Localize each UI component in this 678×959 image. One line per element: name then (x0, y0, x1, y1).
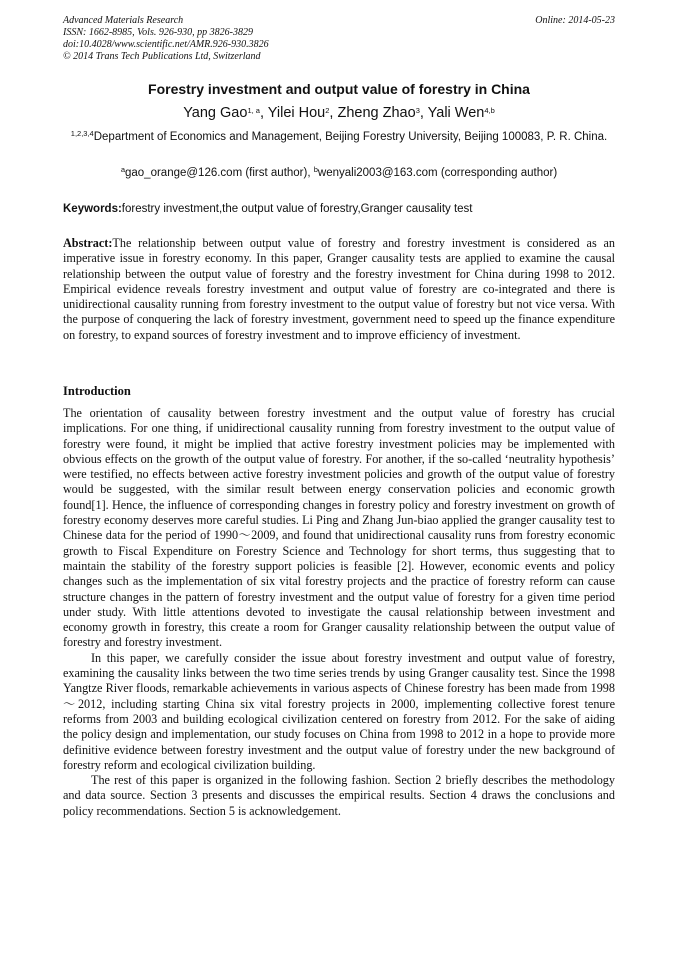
keywords-line (63, 202, 615, 217)
online-date: Online: 2014-05-23 (535, 15, 615, 26)
author-superscript: 2 (325, 106, 330, 115)
copyright-line: © 2014 Trans Tech Publications Ltd, Switzerland (63, 51, 261, 62)
doi-line: doi:10.4028/www.scientific.net/AMR.926-930.3826 (63, 39, 269, 50)
keywords-text: forestry investment,the output value of forestry,Granger causality test (121, 203, 473, 215)
author-superscript: 4,b (484, 106, 495, 115)
email-b-superscript: b (313, 165, 318, 174)
introduction-heading: Introduction (63, 384, 131, 398)
email-a-superscript: a (120, 165, 125, 174)
author-name: Yang Gao (183, 105, 248, 121)
author-superscript: 1, a (247, 106, 260, 115)
issn-line: ISSN: 1662-8985, Vols. 926-930, pp 3826-3829 (63, 27, 253, 38)
author-name: Yilei Hou (267, 105, 326, 121)
author-superscript: 3 (415, 106, 420, 115)
abstract-text: The relationship between output value of forestry and forestry investment is considered as an imperative issue in forestry economy. In this paper, Granger causality tests are applied to examine the causal relationship between the output value of forestry and the forestry investment for China during 1998 to 2012. Empirical evidence reveals forestry investment and output value of forestry are co-integrated and there is unidirectional causality running from forestry investment to the output value of forestry but not vice versa. With the purpose of conquering the lack of forestry investment, government need to speed up the finance expenditure on forestry, to expand sources of forestry investment and to improve efficiency of investment. (63, 236, 615, 342)
journal-name: Advanced Materials Research (63, 15, 184, 26)
intro-paragraph: In this paper, we carefully consider the issue about forestry investment and output value of forestry, examining the causality links between the two time series trends by using Granger causality test. Since the 1998 Yangtze River floods, remarkable achievements in various aspects of Chinese forestry has been made from 1998～2012, including starting China six vital forestry projects in 2000, implementing collective forest tenure reforms from 2003 and building ecological civilization centered on forestry from 2012. For the sake of aiding the policy design and implementation, our study focuses on China from 1998 to 2012 in a hope to provide more definitive evidence between forestry investment and the output value of forestry under the new background of forestry reform and ecological civilization building. (63, 650, 615, 772)
author-name: Yali Wen (427, 105, 485, 121)
intro-paragraph: The rest of this paper is organized in the following fashion. Section 2 briefly describes the methodology and data source. Section 3 presents and discusses the empirical results. Section 4 draws the conclusions and policy recommendations. Section 5 is acknowledgement. (63, 773, 615, 818)
first-author-email[interactable]: gao_orange@126.com (first author), (124, 167, 314, 179)
keywords-label: Keywords: (63, 203, 122, 215)
intro-paragraph: The orientation of causality between forestry investment and the output value of forestry has crucial implications. For one thing, if unidirectional causality running from forestry investment to the output value of forestry were found, it might be implied that active forestry investment policies may be implemented with obvious effects on the growth of the output value of forestry. For another, if the so-called ‘neutrality hypothesis’ were testified, no effects between active forestry investment policies and growth of the output value of forestry would be suggested, with the similar result between energy conservation policies and economic growth found[1]. Hence, the influence of corresponding changes in forestry policy and forestry investment on growth of forestry economy deserves more careful studies. Li Ping and Zhang Jun-biao applied the granger causality test to Chinese data for the period of 1990～2009, and found that unidirectional causality runs from forestry economic growth to Fiscal Expenditure on Forestry Science and Technology for short terms, thus suggesting that to maintain the stability of the forestry support policies is feasible [2]. However, economic events and policy changes such as the implementation of six vital forestry projects and the practice of forestry reform can cause structure changes in the pattern of forestry investment and the output value of forestry for a given time period under study. With little attentions devoted to investigate the causal relationship between investment and economy growth in forestry, this create a room for Granger causality relationship between the output value of forestry and forestry investment. (63, 406, 615, 650)
affiliation (63, 130, 615, 145)
journal-header (63, 15, 615, 63)
abstract (63, 236, 615, 343)
abstract-label: Abstract: (63, 236, 113, 250)
affiliation-superscript: 1,2,3,4 (70, 129, 94, 138)
affiliation-text: Department of Economics and Management, Beijing Forestry University, Beijing 100083, P. R. China. (93, 131, 608, 143)
author-list: Yang Gao$^{1, a}$, Yilei Hou$^2$, Zheng Zhao$^3$, Yali Wen$^{4,b}$ (183, 105, 495, 121)
corresponding-author-email[interactable]: wenyali2003@163.com (corresponding author) (317, 167, 558, 179)
introduction-body (63, 406, 615, 819)
email-line (40, 166, 638, 181)
paper-title: Forestry investment and output value of forestry in China (148, 81, 530, 97)
author-name: Zheng Zhao (337, 105, 416, 121)
